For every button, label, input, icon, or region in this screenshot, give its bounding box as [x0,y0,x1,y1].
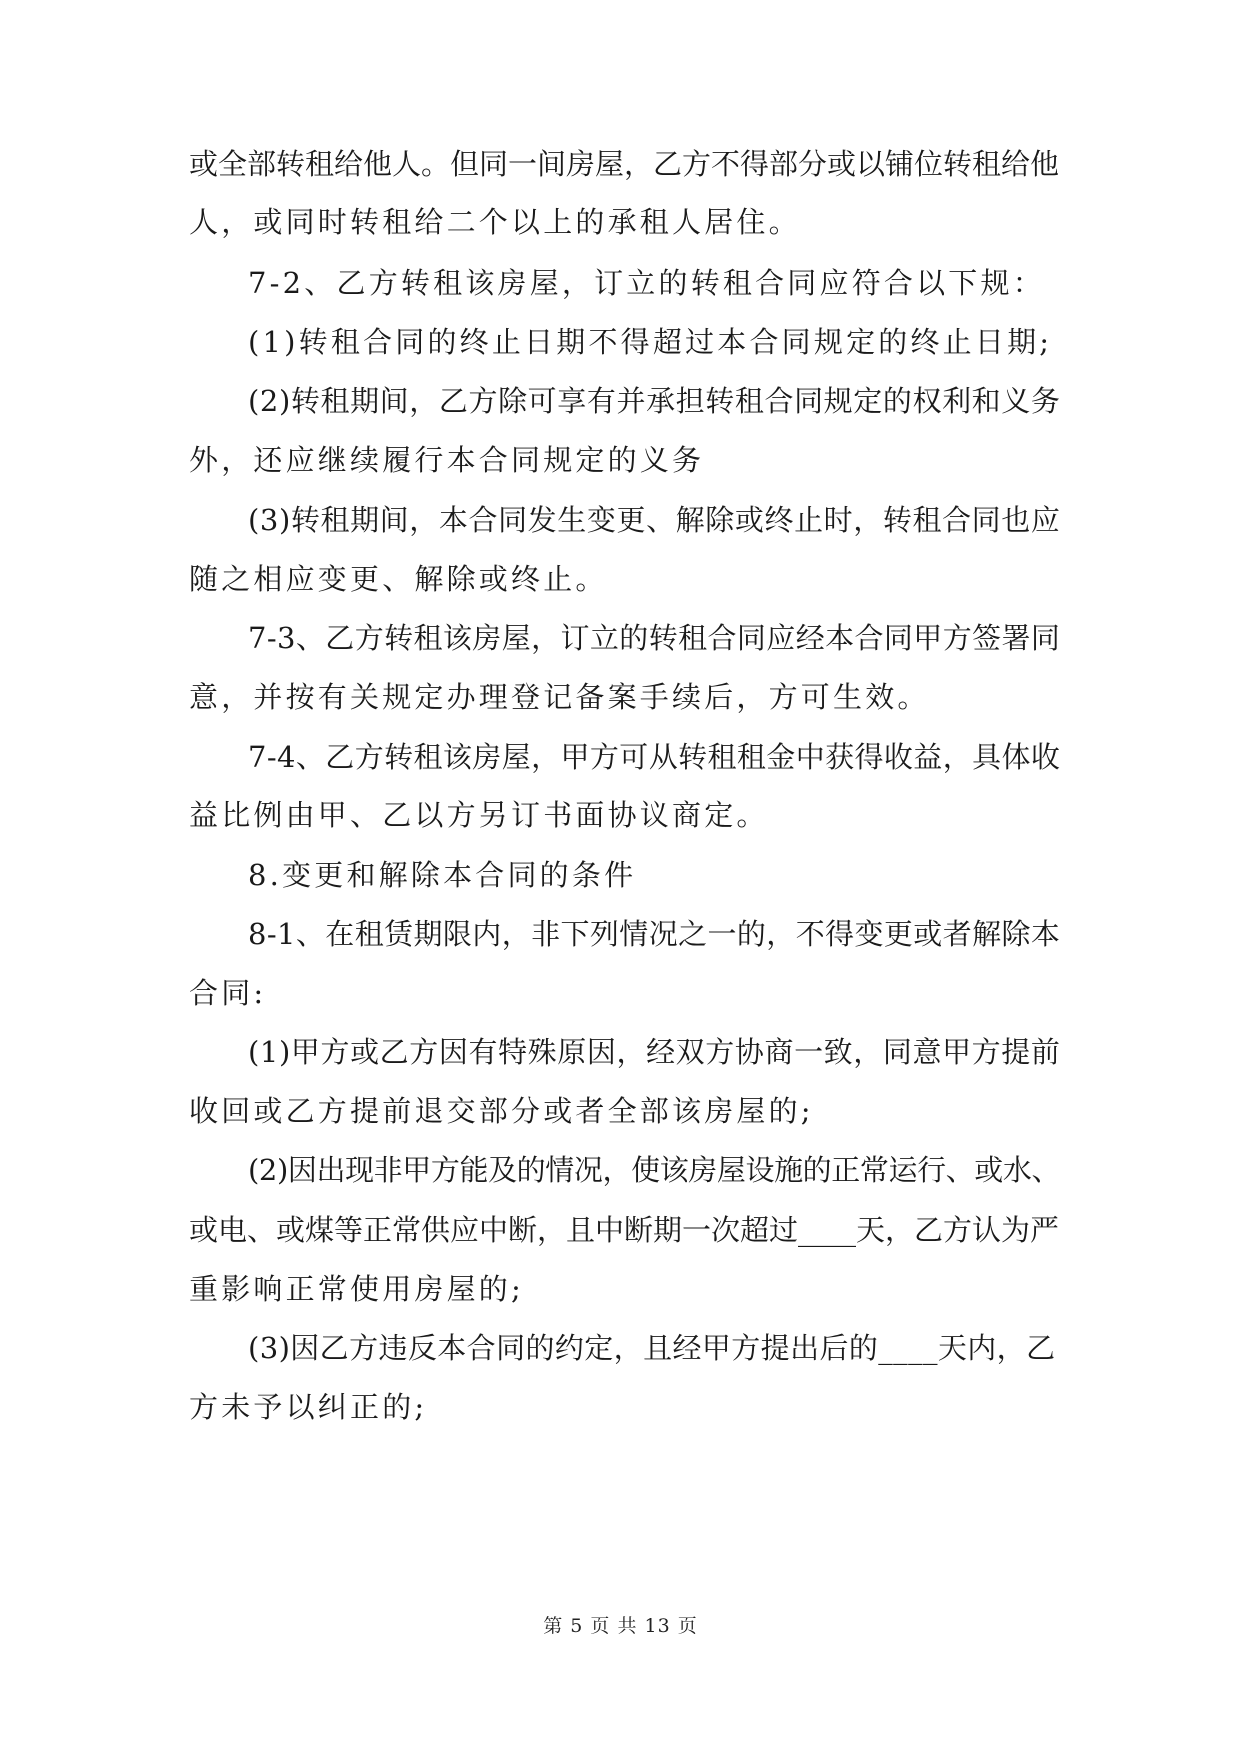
document-page: 或全部转租给他人。但同一间房屋，乙方不得部分或以铺位转租给他 人，或同时转租给二个以上的承租人居住。 7-2、乙方转租该房屋，订立的转租合同应符合以下规： (1)转租合同的终止日期不得超过本合同规定的终止日期; (2)转租期间，乙方除可享有并承担转租合同规定的权利和义务 外，还应继续履行本合同规定的义务 (3)转租期间，本合同发生变更、解除或终止时，转租合同也应 随之相应变更、解除或终止。 7-3、乙方转租该房屋，订立的转租合同应经本合同甲方签署同 意，并按有关规定办理登记备案手续后，方可生效。 7-4、乙方转租该房屋，甲方可从转租租金中获得收益，具体收 益比例由甲、乙以方另订书面协议商定。 8.变更和解除本合同的条件 8-1、在租赁期限内，非下列情况之一的，不得变更或者解除本 合同: (1)甲方或乙方因有特殊原因，经双方协商一致，同意甲方提前 收回或乙方提前退交部分或者全部该房屋的; (2)因出现非甲方能及的情况，使该房屋设施的正常运行、或水、 或电、或煤等正常供应中断，且中断期一次超过____天，乙方认为严 重影响正常使用房屋的; (3)因乙方违反本合同的约定，且经甲方提出后的____天内，乙 方未予以纠正的; 第 5 页 共 13 页 [0,0,1241,1754]
page-number-footer: 第 5 页 共 13 页 [543,1615,698,1637]
